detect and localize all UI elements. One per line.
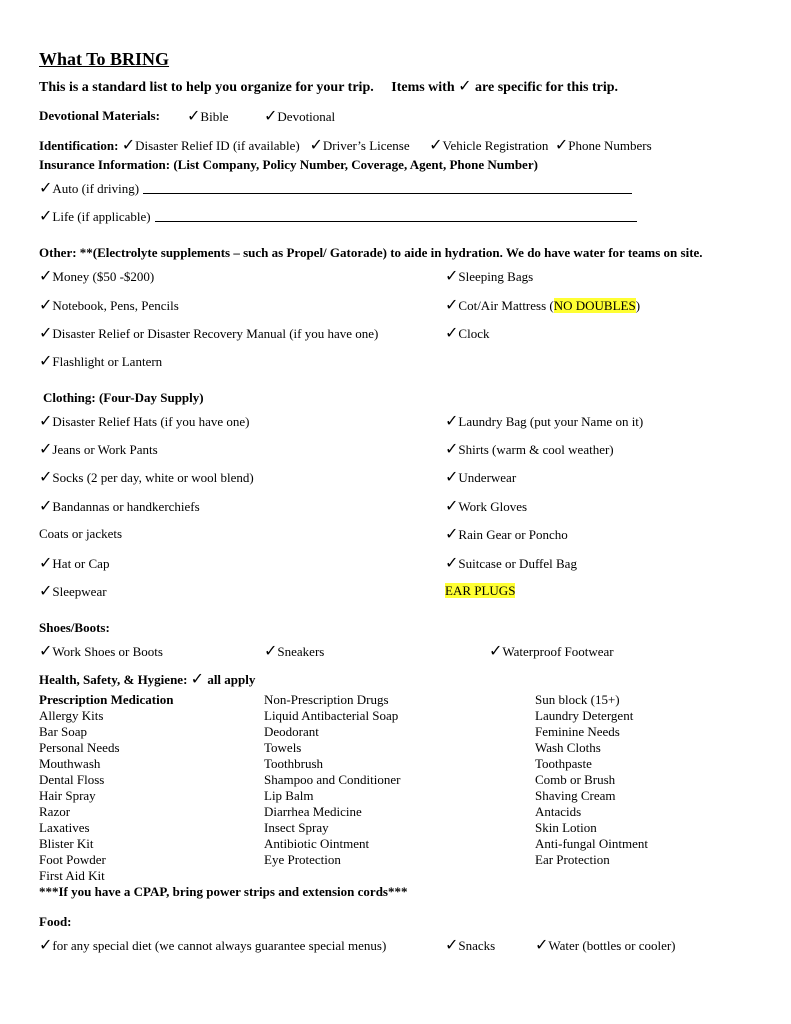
list-item — [39, 583, 107, 600]
check-icon: ✓ — [39, 467, 53, 486]
list-item: Bar Soap — [39, 724, 88, 739]
list-item: Laundry Detergent — [535, 708, 634, 723]
item-label: Water (bottles or cooler) — [548, 938, 676, 953]
list-item: Blister Kit — [39, 836, 94, 851]
list-item: Laxatives — [39, 820, 90, 835]
list-item — [264, 643, 324, 660]
list-item: Deodorant — [264, 724, 319, 739]
item-label: Clock — [458, 326, 490, 341]
health-col-3 — [535, 692, 648, 868]
list-item: Toothbrush — [264, 756, 324, 771]
list-item — [445, 526, 568, 543]
item-label: Money ($50 -$200) — [52, 269, 155, 284]
page-title: What To BRING — [39, 49, 170, 69]
subtitle-part-a: This is a standard list to help you organize for your trip. — [39, 80, 374, 95]
item-label: Flashlight or Lantern — [52, 354, 163, 369]
id-item-disaster-relief: Disaster Relief ID (if available) — [135, 138, 300, 153]
item-label: Jeans or Work Pants — [52, 442, 158, 457]
list-item — [39, 353, 162, 370]
id-item-drivers-license: Driver’s License — [322, 138, 410, 153]
item-label: Snacks — [458, 938, 496, 953]
list-item: Diarrhea Medicine — [264, 804, 362, 819]
check-icon: ✓ — [39, 641, 53, 660]
check-icon: ✓ — [121, 135, 136, 154]
list-item: First Aid Kit — [39, 868, 105, 883]
devotional-label: Devotional Materials: — [39, 108, 160, 123]
list-item: Hair Spray — [39, 788, 96, 803]
check-icon: ✓ — [445, 411, 459, 430]
check-icon: ✓ — [445, 295, 459, 314]
identification-row — [39, 137, 652, 154]
list-item — [39, 297, 179, 314]
list-item — [39, 555, 109, 572]
check-icon: ✓ — [445, 935, 459, 954]
health-label-row — [39, 671, 255, 688]
list-item: Sun block (15+) — [535, 692, 620, 707]
list-item: Comb or Brush — [535, 772, 616, 787]
item-label: Sleepwear — [52, 584, 107, 599]
list-item — [39, 469, 254, 486]
insurance-auto — [39, 180, 139, 197]
item-label: Hat or Cap — [52, 556, 110, 571]
item-label: Suitcase or Duffel Bag — [458, 556, 577, 571]
cpap-note: ***If you have a CPAP, bring power strips and extension cords*** — [39, 884, 408, 899]
item-label: Work Shoes or Boots — [52, 644, 163, 659]
check-icon: ✓ — [458, 76, 472, 95]
list-item: Shampoo and Conditioner — [264, 772, 401, 787]
item-label: Socks (2 per day, white or wool blend) — [52, 470, 254, 485]
list-item: Razor — [39, 804, 71, 819]
list-item — [39, 498, 200, 515]
check-icon: ✓ — [309, 135, 323, 154]
insurance-label: Insurance Information: (List Company, Policy Number, Coverage, Agent, Phone Number) — [39, 157, 538, 172]
check-icon: ✓ — [429, 135, 443, 154]
check-icon: ✓ — [39, 411, 53, 430]
list-item — [445, 441, 614, 458]
check-icon: ✓ — [39, 266, 53, 285]
list-item: Anti-fungal Ointment — [535, 836, 649, 851]
no-doubles-highlight: NO DOUBLES — [553, 298, 636, 313]
item-label: Devotional — [277, 109, 336, 124]
list-item: Coats or jackets — [39, 526, 123, 541]
other-label: Other: **(Electrolyte supplements – such as Propel/ Gatorade) to aide in hydration. We do have water for teams on site. — [39, 245, 703, 260]
list-item — [39, 937, 386, 954]
check-icon: ✓ — [39, 439, 53, 458]
check-icon: ✓ — [39, 323, 53, 342]
identification-label: Identification: — [39, 138, 119, 153]
list-item: Toothpaste — [535, 756, 592, 771]
check-icon: ✓ — [190, 669, 205, 688]
ear-plugs-highlight: EAR PLUGS — [445, 583, 516, 598]
check-icon: ✓ — [445, 553, 459, 572]
check-icon: ✓ — [445, 439, 459, 458]
list-item — [445, 297, 640, 314]
item-label: Laundry Bag (put your Name on it) — [458, 414, 644, 429]
check-icon: ✓ — [39, 178, 53, 197]
subtitle-part-c: are specific for this trip. — [475, 80, 618, 95]
check-icon: ✓ — [535, 935, 549, 954]
list-item: Prescription Medication — [39, 692, 174, 707]
list-item — [445, 325, 489, 342]
item-label: Auto (if driving) — [52, 181, 140, 196]
clothing-label: Clothing: (Four-Day Supply) — [43, 390, 204, 405]
id-item-vehicle-registration: Vehicle Registration — [442, 138, 549, 153]
life-blank-line[interactable] — [155, 221, 637, 222]
item-label: Underwear — [458, 470, 517, 485]
list-item — [39, 643, 163, 660]
check-icon: ✓ — [264, 641, 278, 660]
list-item: Non-Prescription Drugs — [264, 692, 389, 707]
item-label: Cot/Air Mattress ( — [458, 298, 554, 313]
list-item — [535, 937, 676, 954]
list-item — [39, 325, 378, 342]
item-label: Shirts (warm & cool weather) — [458, 442, 614, 457]
list-item: Ear Protection — [535, 852, 610, 867]
check-icon: ✓ — [554, 135, 569, 154]
list-item: Foot Powder — [39, 852, 106, 867]
list-item: Towels — [264, 740, 302, 755]
list-item — [39, 268, 154, 285]
check-icon: ✓ — [39, 206, 53, 225]
insurance-life — [39, 208, 151, 225]
id-item-phone-numbers: Phone Numbers — [568, 138, 652, 153]
list-item: Antibiotic Ointment — [264, 836, 370, 851]
check-icon: ✓ — [39, 553, 53, 572]
list-item: Eye Protection — [264, 852, 341, 867]
item-label: for any special diet (we cannot always guarantee special menus) — [52, 938, 387, 953]
food-label: Food: — [39, 914, 72, 929]
item-label: Bandannas or handkerchiefs — [52, 499, 200, 514]
close-paren: ) — [635, 298, 641, 313]
check-icon: ✓ — [445, 323, 459, 342]
list-item: Insect Spray — [264, 820, 329, 835]
check-icon: ✓ — [445, 467, 459, 486]
check-icon: ✓ — [39, 351, 53, 370]
list-item — [445, 498, 527, 515]
health-col-2 — [264, 692, 401, 868]
list-item — [39, 441, 158, 458]
list-item: Mouthwash — [39, 756, 101, 771]
check-icon: ✓ — [39, 581, 53, 600]
item-label: Disaster Relief or Disaster Recovery Manual (if you have one) — [52, 326, 379, 341]
list-item — [445, 555, 577, 572]
check-icon: ✓ — [445, 496, 459, 515]
item-label: Disaster Relief Hats (if you have one) — [52, 414, 250, 429]
item-label: Life (if applicable) — [52, 209, 151, 224]
list-item: Wash Cloths — [535, 740, 601, 755]
item-label: Sneakers — [277, 644, 325, 659]
check-icon: ✓ — [39, 295, 53, 314]
list-item — [39, 413, 250, 430]
item-label: Notebook, Pens, Pencils — [52, 298, 179, 313]
check-icon: ✓ — [39, 935, 53, 954]
list-item: Feminine Needs — [535, 724, 620, 739]
check-icon: ✓ — [264, 106, 278, 125]
list-item: Dental Floss — [39, 772, 105, 787]
list-item — [445, 413, 643, 430]
devotional-item-devotional — [264, 108, 335, 125]
list-item: Shaving Cream — [535, 788, 616, 803]
check-icon: ✓ — [39, 496, 53, 515]
list-item — [445, 469, 516, 486]
list-item: Antacids — [535, 804, 582, 819]
list-item: Lip Balm — [264, 788, 314, 803]
health-label-b: all apply — [207, 672, 256, 687]
item-label: Sleeping Bags — [458, 269, 534, 284]
health-label: Health, Safety, & Hygiene: — [39, 672, 188, 687]
check-icon: ✓ — [445, 266, 459, 285]
devotional-item-bible — [187, 108, 229, 125]
shoes-label: Shoes/Boots: — [39, 620, 110, 635]
list-item — [489, 643, 614, 660]
list-item: Skin Lotion — [535, 820, 597, 835]
item-label: Bible — [200, 109, 229, 124]
subtitle-part-b: Items with — [391, 80, 455, 95]
list-item: Personal Needs — [39, 740, 120, 755]
list-item: Liquid Antibacterial Soap — [264, 708, 399, 723]
list-item — [445, 268, 533, 285]
list-item: Allergy Kits — [39, 708, 104, 723]
item-label: Work Gloves — [458, 499, 528, 514]
auto-blank-line[interactable] — [143, 193, 632, 194]
item-label: Rain Gear or Poncho — [458, 527, 568, 542]
check-icon: ✓ — [187, 106, 201, 125]
check-icon: ✓ — [489, 641, 503, 660]
subtitle — [39, 77, 618, 97]
check-icon: ✓ — [445, 524, 459, 543]
ear-plugs-item — [445, 583, 515, 599]
item-label: Waterproof Footwear — [502, 644, 614, 659]
list-item — [445, 937, 495, 954]
